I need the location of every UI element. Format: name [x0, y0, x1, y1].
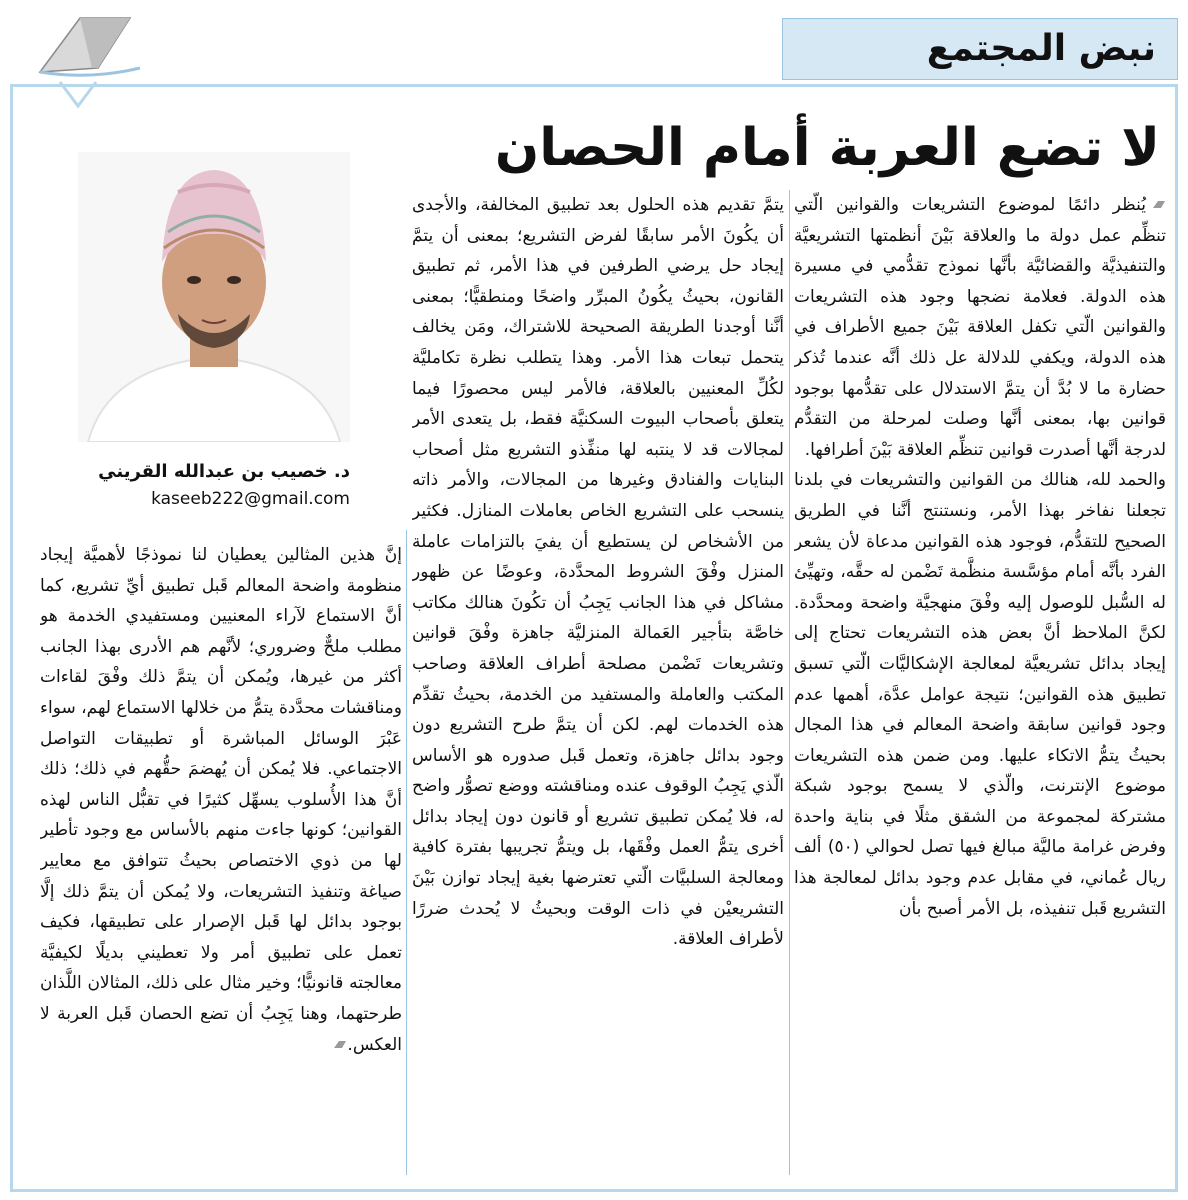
column-divider — [789, 190, 790, 1175]
article-column-3 — [40, 540, 402, 1190]
article-column-1 — [794, 190, 1166, 1190]
author-email: kaseeb222@gmail.com — [151, 489, 350, 509]
column-divider — [406, 530, 407, 1175]
author-name: د. خصيب بن عبدالله القريني — [98, 461, 350, 482]
author-photo — [78, 152, 350, 442]
author-portrait-icon — [78, 152, 350, 442]
end-mark-icon — [333, 1040, 347, 1050]
sail-bullet-icon — [1152, 200, 1166, 210]
article-headline: لا تضع العربة أمام الحصان — [494, 118, 1160, 178]
article-column-2 — [412, 190, 784, 1190]
column-2-text: يتمَّ تقديم هذه الحلول بعد تطبيق المخالفة، والأجدى أن يكُونَ الأمر سابقًا لفرض التشريع؛ بمعنى أن يتمَّ إيجاد حل يرضي الطرفين في هذا الأمر، ثم تطبيق القانون، بحيثُ يكُونُ المبرِّر واضحًا ومنطقيًّا؛ بمعنى أنَّنا أوجدنا الطريقة الصحيحة للاشتراك، ومَن يخالف يتحمل تبعات هذا الأمر. وهذا يتطلب نظرة تكامليَّة لكُلِّ المعنيين بالعلاقة، فالأمر ليس محصورًا فيما يتعلق بأصحاب البيوت السكنيَّة فقط، بل يتعدى الأمر لمجالات قد لا ينتبه لها منفِّذو التشريع مثل أصحاب البنايات والفنادق وغيرها من المجالات، والأمر ذاته ينسحب على التشريع الخاص بعاملات المنازل. فكثير من الأشخاص لن يستطيع أن يفيَ بالتزامات عاملة المنزل وفْقَ الشروط المحدَّدة، وعوضًا عن ظهور مشاكل في هذا الجانب يَجِبُ أن تكُونَ هنالك مكاتب خاصَّة بتأجير العَمالة المنزليَّة جاهزة وفْقَ قوانين وتشريعات تَضْمن مصلحة أطراف العلاقة وصاحب المكتب والعاملة والمستفيد من الخدمة، بحيثُ تقدِّم هذه الخدمات لهم. لكن أن يتمَّ طرح التشريع دون وجود بدائل جاهزة، وتعمل قَبل صدوره هو الأساس الّذي يَجِبُ الوقوف عنده ومناقشته ووضع تصوُّر واضح له، فلا يُمكن تطبيق تشريع أو قانون دون إيجاد بدائل أخرى يتمُّ العمل وفْقَها، بل ويتمُّ تجريبها بفترة كافية ومعالجة السلبيَّات الّتي تعترضها بغية إيجاد توازن بَيْنَ التشريعيْن في ذات الوقت وبحيثُ لا يُحدث ضررًا لأطراف العلاقة. — [412, 195, 784, 950]
column-1-text: يُنظر دائمًا لموضوع التشريعات والقوانين الّتي تنظِّم عمل دولة ما والعلاقة بَيْنَ أنظمتها التشريعيَّة والتنفيذيَّة والقضائيَّة بأنَّها نموذج تقدُّمي في مسيرة هذه الدولة. فعلامة نضجها وجود هذه التشريعات والقوانين الّتي تكفل العلاقة بَيْنَ جميع الأطراف في هذه الدولة، ويكفي للدلالة عل ذلك أنَّه عندما تُذكر حضارة ما لا بُدَّ أن يتمَّ الاستدلال على تقدُّمها بوجود قوانين بها، بمعنى أنَّها وصلت لمرحلة من التقدُّم لدرجة أنَّها أصدرت قوانين تنظِّم العلاقة بَيْنَ أطرافها. والحمد لله، هنالك من القوانين والتشريعات في بلدنا تجعلنا نفاخر بهذا الأمر، ونستنتج أنَّنا في الطريق الصحيح للتقدُّم، فوجود هذه القوانين مدعاة لأن يشعر الفرد بأنَّه أمام مؤسَّسة منظَّمة تَضْمن له حقَّه، وتهيِّئ له السُّبل للوصول إليه وفْقَ منهجيَّة واضحة ومحدَّدة. لكنَّ الملاحظ أنَّ بعض هذه التشريعات تحتاج إلى إيجاد بدائل تشريعيَّة لمعالجة الإشكاليَّات الّتي تسبق تطبيق هذه القوانين؛ نتيجة عوامل عدَّة، أهمها عدم وجود قوانين سابقة واضحة المعالم في هذا المجال بحيثُ يتمُّ الاتكاء عليها. ومن ضمن هذه التشريعات موضوع الإنترنت، والّذي لا يسمح بوجود شبكة مشتركة لمجموعة من الشقق مثلًا في بناية واحدة وفرض غرامة ماليَّة مبالغ فيها تصل لحوالي (٥٠) ألف ريال عُماني، في مقابل عدم وجود بدائل لمعالجة هذا التشريع قَبل تنفيذه، بل الأمر أصبح بأن — [794, 195, 1166, 919]
column-3-text: إنَّ هذين المثالين يعطيان لنا نموذجًا لأهميَّة إيجاد منظومة واضحة المعالم قَبل تطبيق أيِّ تشريع، كما أنَّ الاستماع لآراء المعنيين ومستفيدي الخدمة هو مطلب ملحٌّ وضروري؛ لأنَّهم هم الأدرى بهذا الجانب أكثر من غيرها، ويُمكن أن يتمَّ ذلك وفْقَ لقاءات ومناقشات محدَّدة يتمُّ من خلالها الاستماع لهم، سواء عَبْرَ الوسائل المباشرة أو تطبيقات التواصل الاجتماعي. فلا يُمكن أن يُهضمَ حقُّهم في ذلك؛ ذلك أنَّ هذا الأُسلوب يسهِّل كثيرًا في تقبُّل الناس لهذه القوانين؛ كونها جاءت منهم بالأساس مع وجود تأطير لها من ذوي الاختصاص بحيثُ تتوافق مع معايير صياغة وتنفيذ التشريعات، ولا يُمكن أن يتمَّ ذلك إلَّا بوجود بدائل لها قَبل الإصرار على تطبيقها، فكيف تعمل على تطبيق أمر ولا تعطيني بديلًا لكيفيَّة معالجته قانونيًّا؛ وخير مثال على ذلك، المثالان اللَّذان طرحتهما، وهنا يَجِبُ أن تضع الحصان قَبل العربة لا العكس. — [40, 545, 402, 1055]
section-title: نبض المجتمع — [926, 28, 1156, 69]
